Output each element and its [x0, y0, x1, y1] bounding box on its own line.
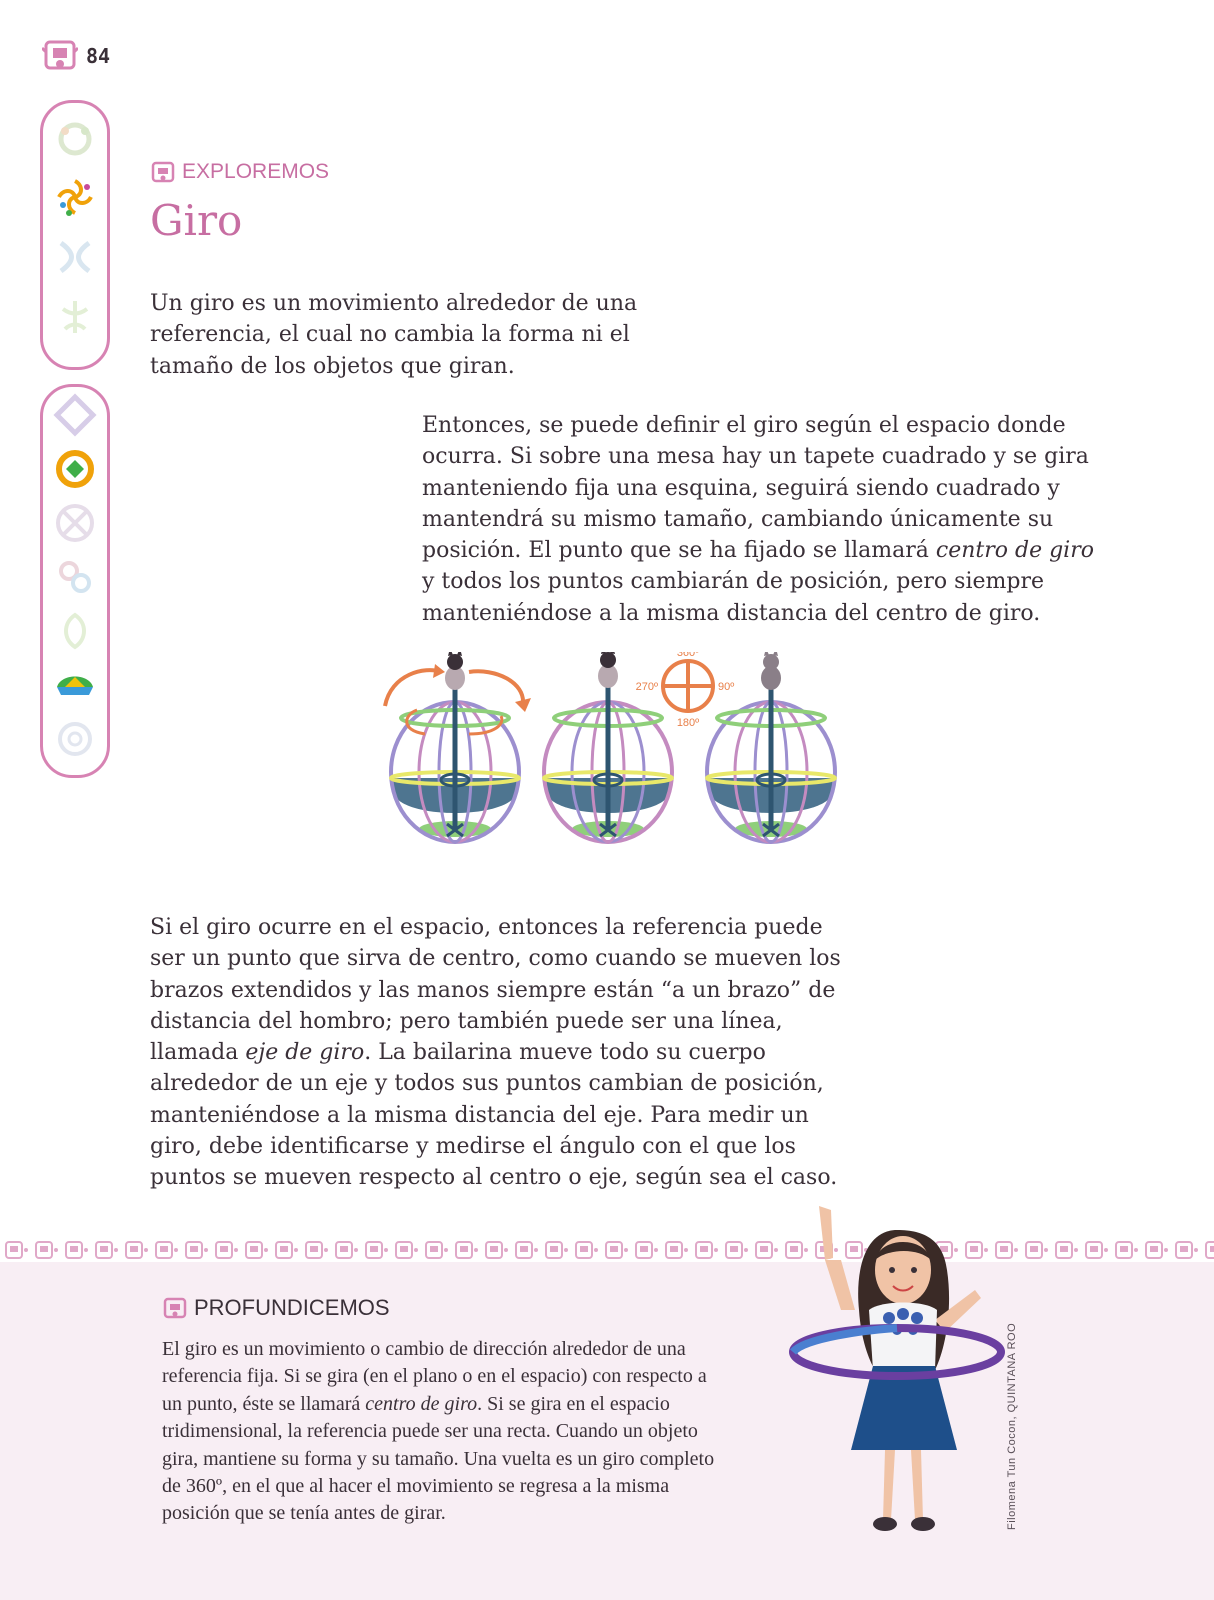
- page-title: Giro: [150, 196, 243, 245]
- girl-illustration: [785, 1200, 1015, 1560]
- globe-1: [385, 652, 531, 842]
- girl-hula-hoop-illustration: [785, 1200, 1015, 1560]
- paragraph-eje-de-giro: Si el giro ocurre en el espacio, entonces la referencia puede ser un punto que sirva de centro, como cuando se mueven los brazos extendidos y las manos siempre están “a un brazo” de distancia del hombro; pero también puede ser una línea, llamada eje de giro. La bailarina mueve todo su cuerpo alrededor de un eje y todos sus puntos cambian de posición, manteniéndose a la misma distancia del eje. Para medir un giro, debe identificarse y medirse el ángulo con el que los puntos se mueven respecto al centro o eje, según sea el caso.: [150, 915, 841, 1191]
- axis-lectura-icon: [53, 663, 97, 707]
- section-label-deep: [162, 1295, 390, 1321]
- cat-icon: [445, 652, 465, 690]
- field-humano-icon: [53, 295, 97, 339]
- section-label-text: EXPLOREMOS: [182, 160, 330, 183]
- sidebar-campos-top: [40, 100, 110, 370]
- page-number: 84: [86, 44, 111, 68]
- cat-icon: [761, 652, 781, 690]
- glyph-small-icon: [150, 160, 176, 184]
- decorative-border-band: [0, 1236, 1214, 1264]
- section-label-explore: [150, 160, 329, 184]
- profundicemos-paragraph: El giro es un movimiento o cambio de dirección alrededor de una referencia fija. Si se gira (en el plano o en el espacio) con respecto a un punto, éste se llamará centro de giro. Si se gira en el espacio tridimensional, la referencia puede ser una recta. Cuando un objeto gira, mantiene su forma y su tamaño. Una vuelta es un giro completo de 360º, en el que al hacer el movimiento se regresa a la misma posición que se tenía antes de girar.: [162, 1338, 715, 1525]
- axis-pensamiento-icon: [53, 447, 97, 491]
- section-label-text: PROFUNDICEMOS: [194, 1295, 390, 1320]
- field-etica-icon: [53, 235, 97, 279]
- angle-label-270: 270º: [635, 681, 658, 693]
- paragraph-centro-de-giro: Entonces, se puede definir el giro según el espacio donde ocurra. Si sobre una mesa hay un tapete cuadrado y se gira manteniendo fija una esquina, seguirá siendo cuadrado y mantendrá su mismo tamaño, cambiando únicamente su posición. El punto que se ha fijado se llamará centro de giro y todos los puntos cambiarán de posición, pero siempre manteniéndose a la misma distancia del centro de giro.: [422, 413, 1094, 626]
- axis-interculturalidad-icon: [53, 501, 97, 545]
- cat-icon: [598, 652, 618, 688]
- axis-igualdad-icon: [53, 555, 97, 599]
- sidebar-ejes-bottom: [40, 384, 110, 778]
- axis-inclusion-icon: [53, 393, 97, 437]
- angle-label-360: 360º: [676, 652, 700, 659]
- angle-label-90: 90º: [718, 681, 735, 693]
- rotation-figure: [380, 652, 860, 862]
- field-lenguajes-icon: [53, 117, 97, 161]
- field-saberes-icon: [53, 175, 97, 219]
- illustration-credit: Filomena Tun Cocon, QUINTANA ROO: [1006, 1322, 1018, 1530]
- globe-illustration: [380, 652, 860, 862]
- intro-paragraph: Un giro es un movimiento alrededor de una referencia, el cual no cambia la forma ni el tamaño de los objetos que giran.: [150, 291, 638, 379]
- glyph-small-icon: [162, 1296, 188, 1320]
- axis-vida-saludable-icon: [53, 609, 97, 653]
- glyph-ornament-icon: [42, 38, 78, 74]
- angle-label-180: 180º: [676, 717, 700, 729]
- page-header: [42, 38, 110, 74]
- axis-artes-icon: [53, 717, 97, 761]
